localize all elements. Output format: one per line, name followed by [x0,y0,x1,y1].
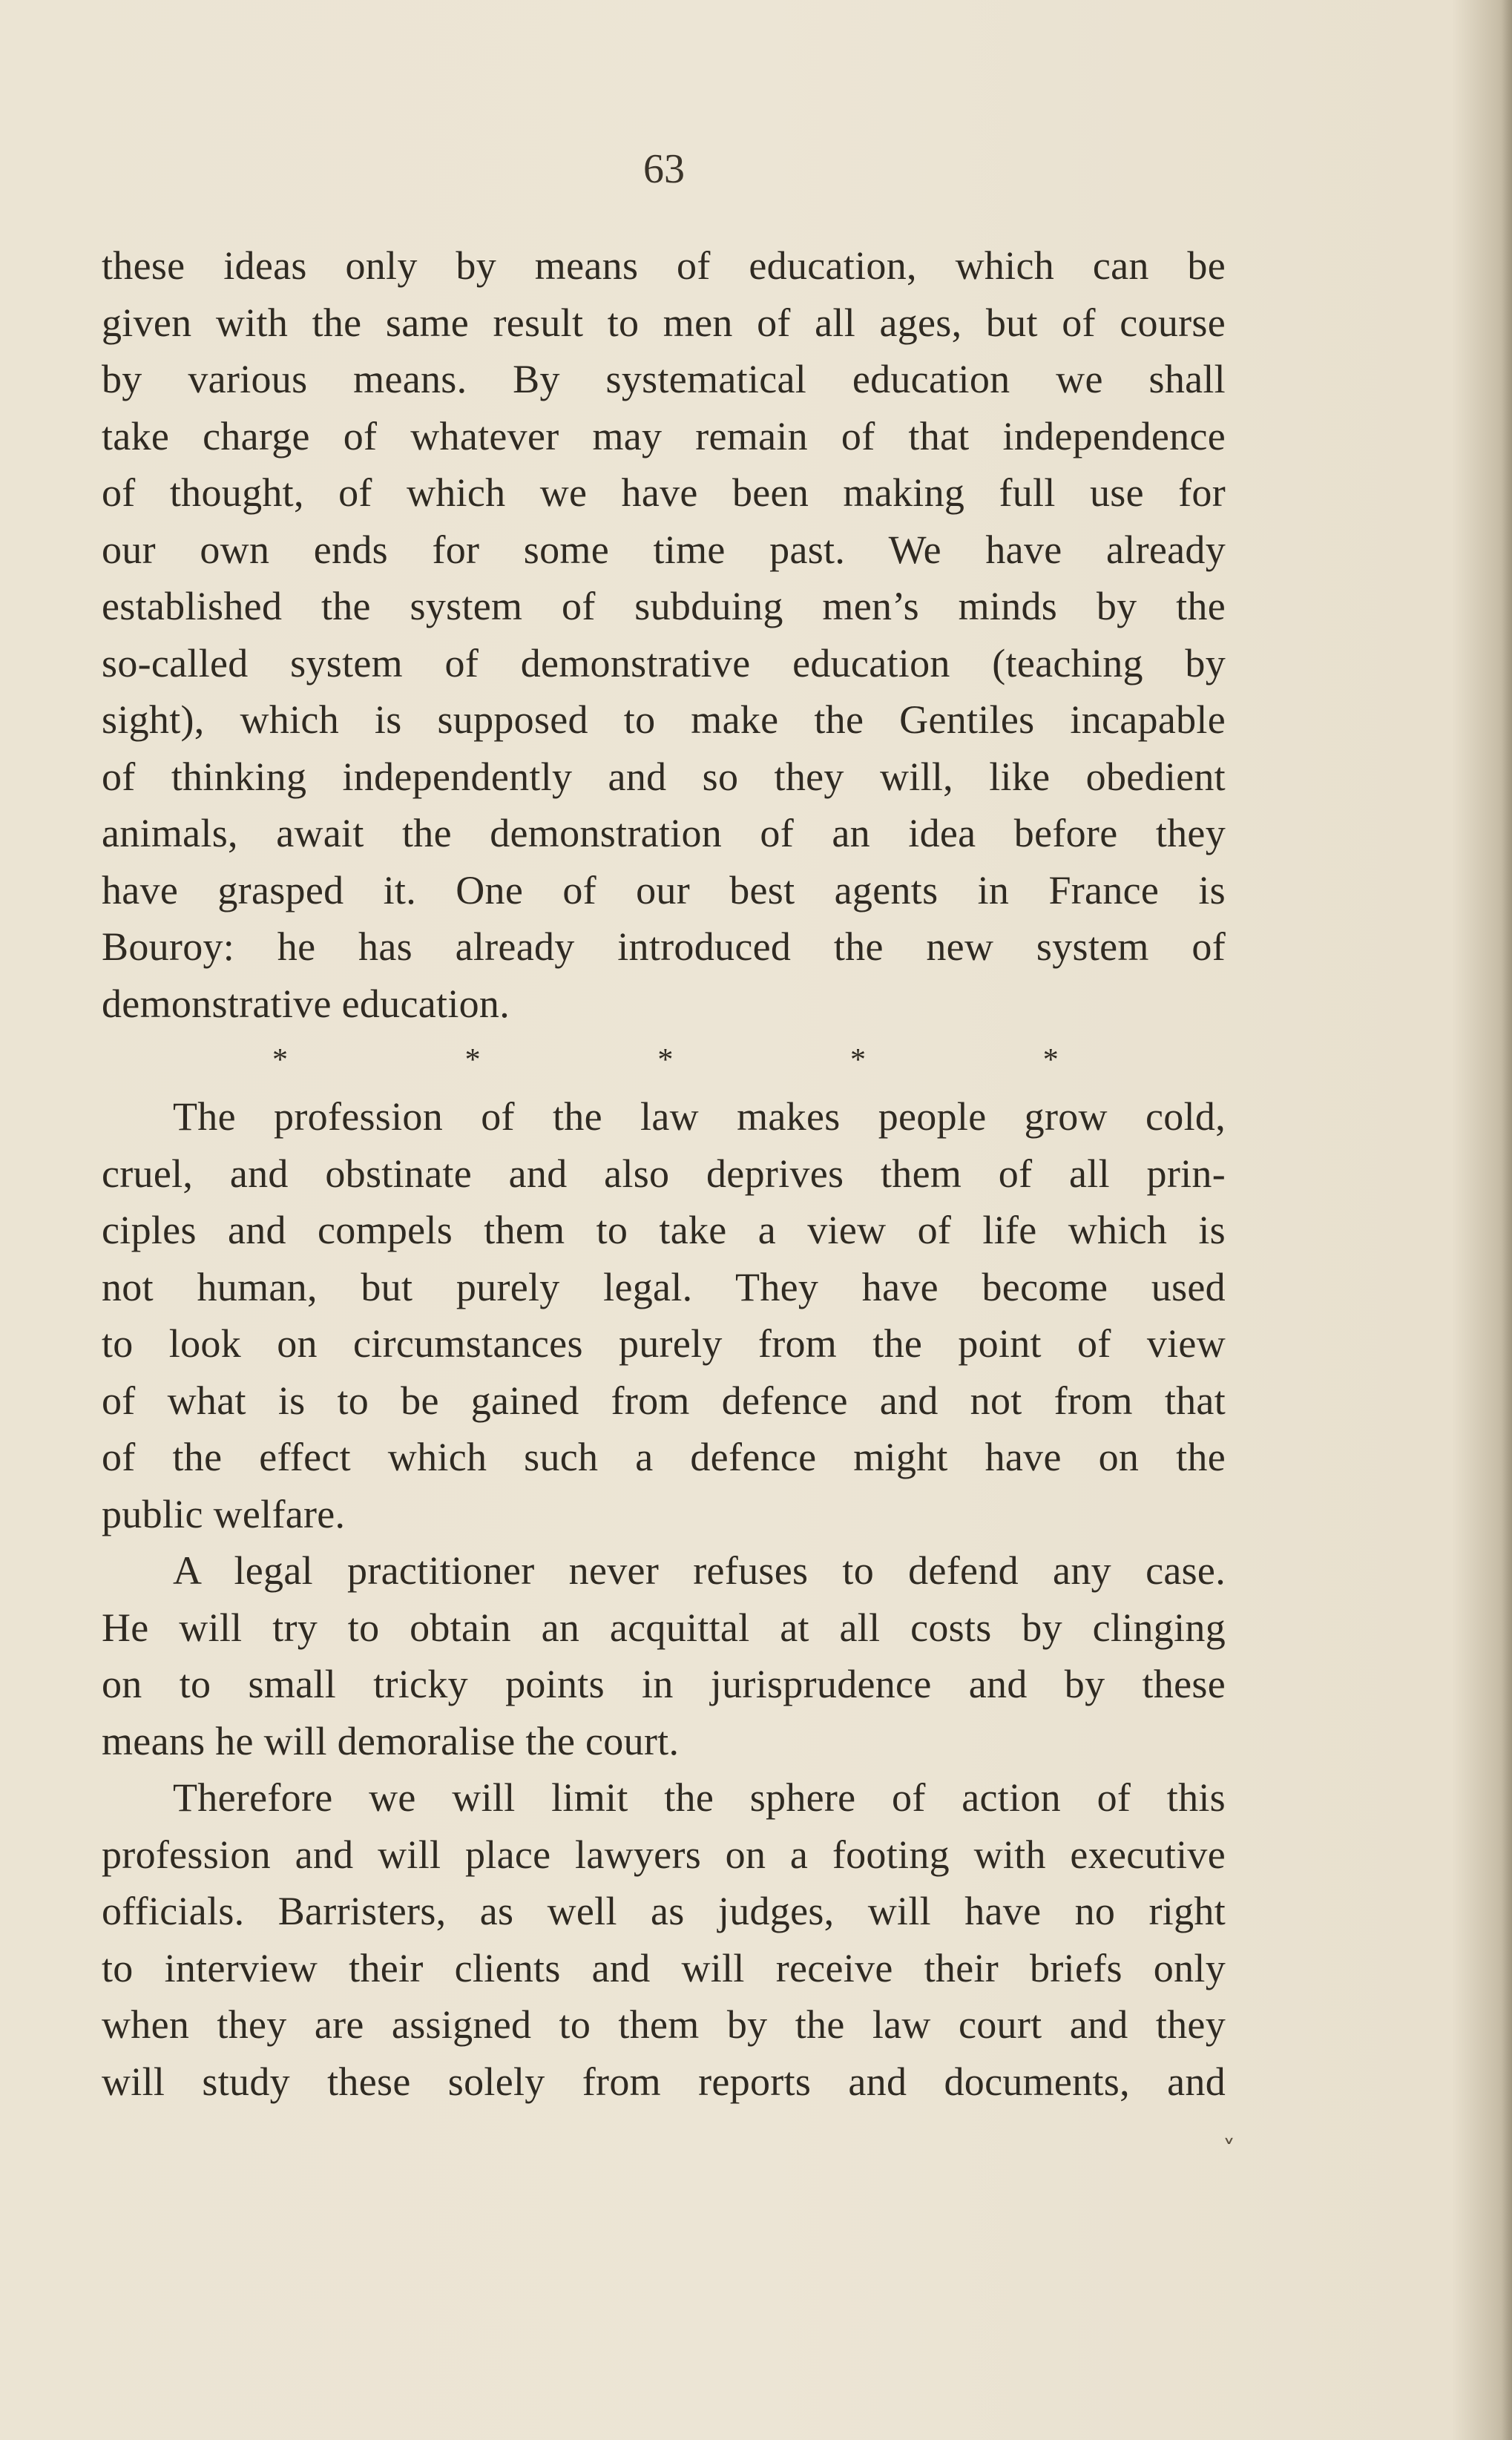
text-line: ciples and compels them to take a view of life which is [102,1208,1226,1252]
asterisk: * [657,1042,674,1077]
asterisk: * [464,1042,481,1077]
paragraph [102,1769,1226,2110]
text-line: Bouroy: he has already introduced the new system of [102,924,1226,969]
text-line: our own ends for some time past. We have already [102,527,1226,572]
section-separator [272,1032,1059,1088]
text-line: given with the same result to men of all ages, but of course [102,300,1226,345]
text-line: established the system of subduing men’s minds by the [102,584,1226,628]
text-line: The profession of the law makes people grow cold, [173,1094,1226,1139]
text-line: when they are assigned to them by the law court and they [102,2002,1226,2047]
text-line: profession and will place lawyers on a footing with executive [102,1832,1226,1877]
text-line: of thought, of which we have been making full use for [102,470,1226,515]
text-line: will study these solely from reports and documents, and [102,2059,1226,2104]
text-line: by various means. By systematical education we shall [102,357,1226,401]
text-line: of what is to be gained from defence and not from that [102,1378,1226,1423]
page-edge-shadow [1502,0,1512,2440]
text-line: A legal practitioner never refuses to defend any case. [173,1548,1226,1593]
text-line: to look on circumstances purely from the point of view [102,1321,1226,1366]
text-line: take charge of whatever may remain of that independence [102,413,1226,458]
text-line: to interview their clients and will receive their briefs only [102,1945,1226,1990]
page-number: 63 [643,146,685,192]
page-body [102,237,1226,2110]
asterisk: * [1042,1042,1059,1077]
text-line: means he will demoralise the court. [102,1718,680,1763]
text-line: these ideas only by means of education, which can be [102,243,1226,288]
text-line: cruel, and obstinate and also deprives them of all prin- [102,1151,1226,1196]
text-line: so-called system of demonstrative education (teaching by [102,640,1226,685]
text-line: animals, await the demonstration of an idea before they [102,811,1226,855]
text-line: demonstrative education. [102,981,510,1026]
asterisk: * [850,1042,867,1077]
text-line: He will try to obtain an acquittal at all costs by clinging [102,1605,1226,1650]
text-line: public welfare. [102,1491,346,1536]
text-line: on to small tricky points in jurisprudence and by these [102,1662,1226,1706]
paragraph [102,1088,1226,1542]
text-line: Therefore we will limit the sphere of action of this [173,1775,1226,1820]
paragraph [102,237,1226,1032]
text-line: have grasped it. One of our best agents in France is [102,867,1226,912]
asterisk: * [272,1042,289,1077]
text-line: not human, but purely legal. They have become used [102,1264,1226,1309]
text-line: sight), which is supposed to make the Gentiles incapable [102,697,1226,742]
printer-mark: ˅ [1223,2135,1235,2165]
text-line: of thinking independently and so they will, like obedient [102,754,1226,799]
text-line: officials. Barristers, as well as judges, will have no right [102,1889,1226,1933]
paragraph [102,1542,1226,1769]
text-line: of the effect which such a defence might have on the [102,1435,1226,1479]
